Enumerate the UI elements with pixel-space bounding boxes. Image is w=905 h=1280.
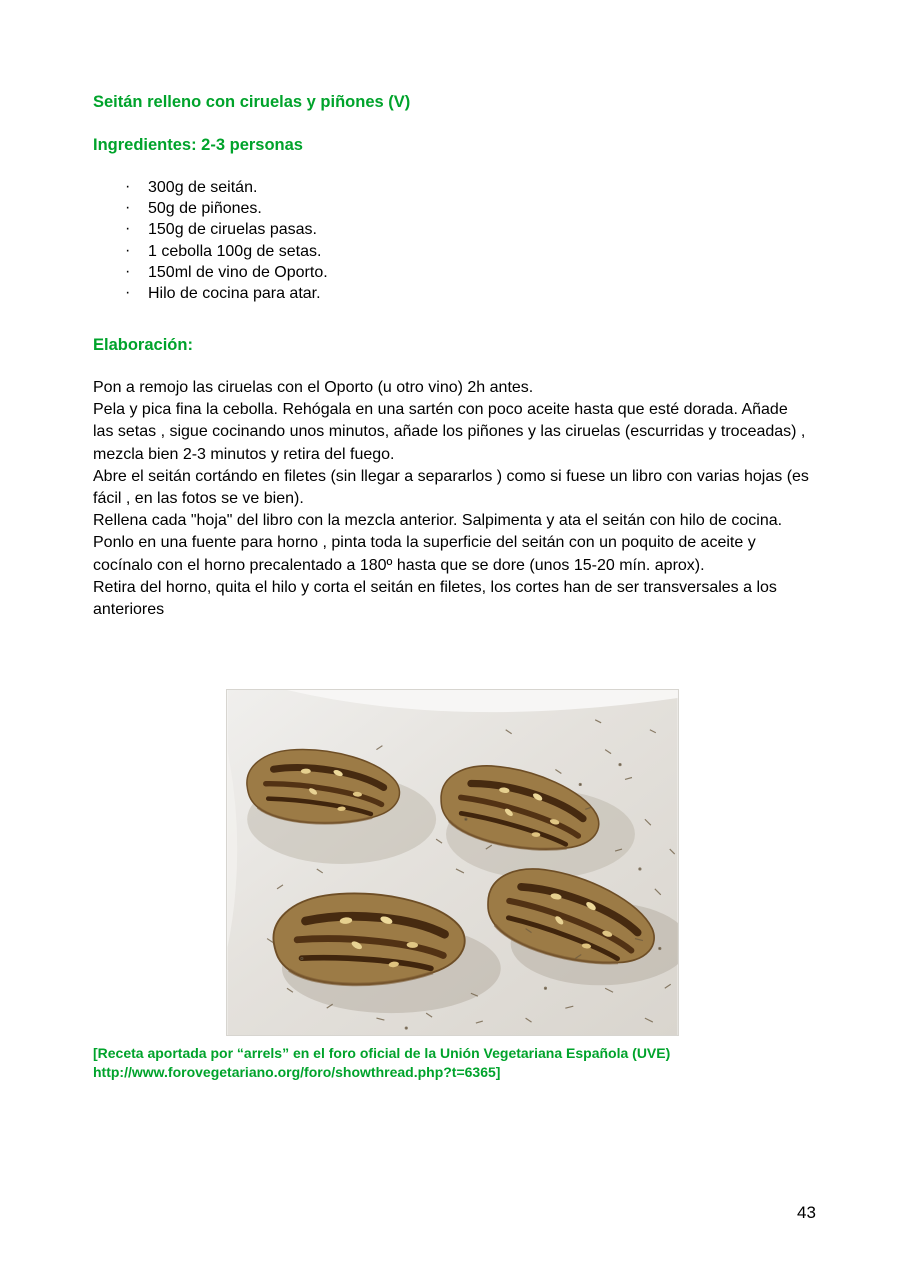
bullet-icon: ·: [125, 220, 131, 238]
recipe-photo-illustration: [227, 690, 678, 1035]
elaboration-paragraph: Retira del horno, quita el hilo y corta el seitán en filetes, los cortes han de ser transversales a los anteriores: [93, 578, 777, 619]
ingredient-text: 150ml de vino de Oporto.: [148, 263, 328, 281]
ingredients-list: [120, 177, 328, 304]
ingredient-text: 50g de piñones.: [148, 200, 262, 218]
elaboration-paragraph: Abre el seitán cortándo en filetes (sin llegar a separarlos ) como si fuese un libro con varias hojas (es fácil , en las fotos se ve bien).: [93, 467, 809, 508]
ingredient-item: [120, 198, 328, 219]
elaboration-paragraph: Rellena cada "hoja" del libro con la mezcla anterior. Salpimenta y ata el seitán con hilo de cocina.: [93, 512, 783, 530]
ingredient-item: [120, 219, 328, 240]
elaboration-paragraph: Ponlo en una fuente para horno , pinta toda la superficie del seitán con un poquito de aceite y cocínalo con el horno precalentado a 180º hasta que se dore (unos 15-20 mín. aprox).: [93, 534, 756, 574]
ingredients-heading: Ingredientes: 2-3 personas: [93, 136, 303, 154]
attribution-line2: http://www.forovegetariano.org/foro/showthread.php?t=6365]: [93, 1064, 501, 1080]
elaboration-heading: Elaboración:: [93, 336, 193, 354]
bullet-icon: ·: [125, 199, 131, 217]
bullet-icon: ·: [125, 284, 131, 302]
elaboration-paragraph: Pela y pica fina la cebolla. Rehógala en una sartén con poco aceite hasta que esté dorada. Añade las setas , sigue cocinando unos minutos, añade los piñones y las ciruelas (escurridas y troceadas) , mezcla bien 2-3 minutos y retira del fuego.: [93, 401, 806, 463]
bullet-icon: ·: [125, 241, 131, 259]
page-title: Seitán relleno con ciruelas y piñones (V): [93, 93, 411, 111]
attribution-note: [93, 1044, 809, 1082]
attribution-line1: [Receta aportada por “arrels” en el foro oficial de la Unión Vegetariana Española (UVE): [93, 1045, 671, 1061]
ingredient-text: 300g de seitán.: [148, 179, 258, 196]
ingredient-text: 1 cebolla 100g de setas.: [148, 242, 322, 260]
ingredient-item: [120, 241, 328, 262]
page-number: 43: [797, 1203, 816, 1222]
ingredient-item: [120, 283, 328, 304]
ingredient-item: [120, 262, 328, 283]
ingredient-text: Hilo de cocina para atar.: [148, 285, 321, 303]
ingredient-item: [120, 177, 328, 198]
recipe-photo: [226, 689, 679, 1036]
ingredient-text: 150g de ciruelas pasas.: [148, 221, 317, 239]
elaboration-paragraph: Pon a remojo las ciruelas con el Oporto (u otro vino) 2h antes.: [93, 379, 534, 396]
bullet-icon: ·: [125, 178, 131, 195]
bullet-icon: ·: [125, 262, 131, 280]
elaboration-text: [93, 377, 809, 621]
